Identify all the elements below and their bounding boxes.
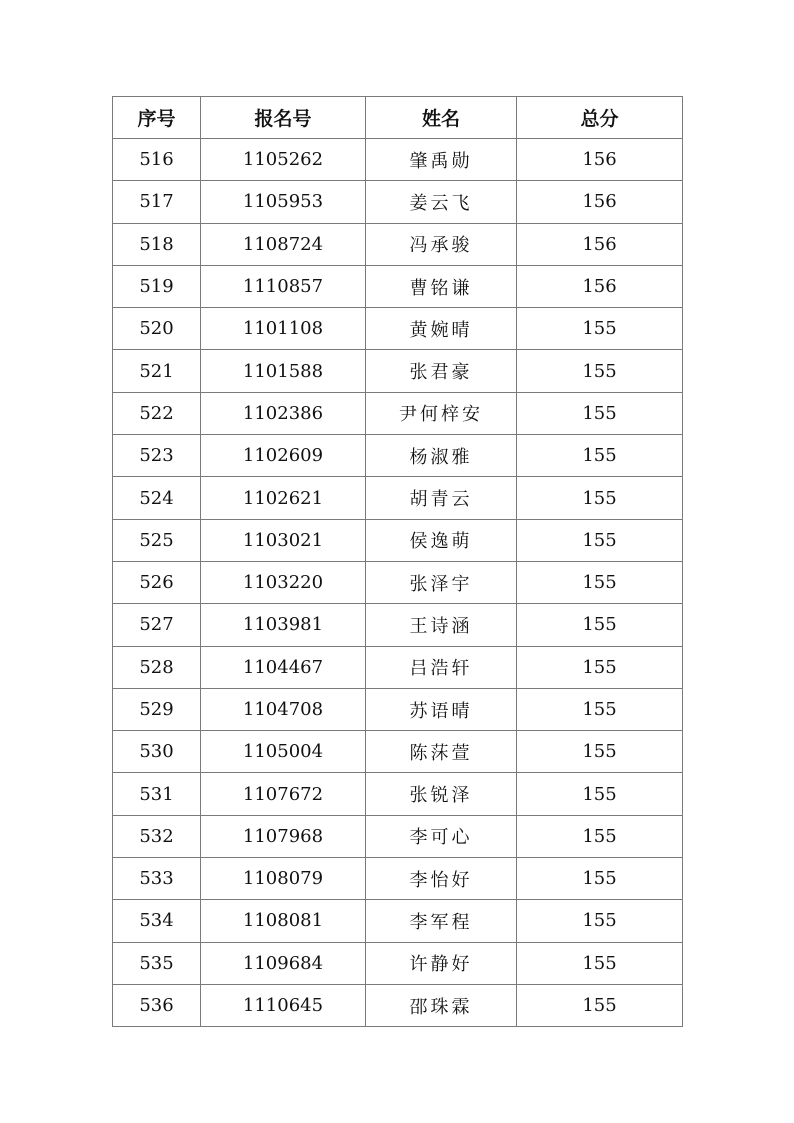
reg-no-cell: 1101588 — [201, 350, 366, 392]
name-cell: 李可心 — [366, 815, 517, 857]
score-cell: 156 — [517, 223, 683, 265]
reg-no-cell: 1110645 — [201, 984, 366, 1026]
name-cell: 尹何梓安 — [366, 392, 517, 434]
seq-cell: 532 — [113, 815, 201, 857]
score-cell: 156 — [517, 139, 683, 181]
table-row — [113, 519, 683, 561]
score-cell: 155 — [517, 561, 683, 603]
seq-cell: 516 — [113, 139, 201, 181]
header-reg-no: 报名号 — [201, 97, 366, 139]
seq-cell: 518 — [113, 223, 201, 265]
score-cell: 155 — [517, 900, 683, 942]
name-cell: 苏语晴 — [366, 688, 517, 730]
score-cell: 155 — [517, 773, 683, 815]
seq-cell: 521 — [113, 350, 201, 392]
reg-no-cell: 1108081 — [201, 900, 366, 942]
reg-no-cell: 1107968 — [201, 815, 366, 857]
name-cell: 黄婉晴 — [366, 308, 517, 350]
reg-no-cell: 1108724 — [201, 223, 366, 265]
table-row — [113, 773, 683, 815]
table-row — [113, 604, 683, 646]
score-cell: 155 — [517, 308, 683, 350]
name-cell: 张泽宇 — [366, 561, 517, 603]
score-cell: 156 — [517, 181, 683, 223]
score-cell: 155 — [517, 350, 683, 392]
seq-cell: 530 — [113, 731, 201, 773]
seq-cell: 528 — [113, 646, 201, 688]
table-row — [113, 435, 683, 477]
table-row — [113, 688, 683, 730]
table-row — [113, 477, 683, 519]
seq-cell: 531 — [113, 773, 201, 815]
name-cell: 胡青云 — [366, 477, 517, 519]
table-row — [113, 984, 683, 1026]
table-row — [113, 815, 683, 857]
score-cell: 155 — [517, 942, 683, 984]
name-cell: 张锐泽 — [366, 773, 517, 815]
name-cell: 侯逸萌 — [366, 519, 517, 561]
reg-no-cell: 1109684 — [201, 942, 366, 984]
name-cell: 许静好 — [366, 942, 517, 984]
table-row — [113, 392, 683, 434]
name-cell: 王诗涵 — [366, 604, 517, 646]
reg-no-cell: 1105262 — [201, 139, 366, 181]
seq-cell: 526 — [113, 561, 201, 603]
score-cell: 155 — [517, 858, 683, 900]
score-cell: 155 — [517, 435, 683, 477]
name-cell: 杨淑雅 — [366, 435, 517, 477]
name-cell: 李怡好 — [366, 858, 517, 900]
table-row — [113, 731, 683, 773]
table-row — [113, 900, 683, 942]
seq-cell: 527 — [113, 604, 201, 646]
reg-no-cell: 1102609 — [201, 435, 366, 477]
seq-cell: 523 — [113, 435, 201, 477]
table-row — [113, 181, 683, 223]
reg-no-cell: 1102621 — [201, 477, 366, 519]
table-header-row — [113, 97, 683, 139]
reg-no-cell: 1101108 — [201, 308, 366, 350]
header-name: 姓名 — [366, 97, 517, 139]
table-row — [113, 561, 683, 603]
reg-no-cell: 1103021 — [201, 519, 366, 561]
name-cell: 李军程 — [366, 900, 517, 942]
reg-no-cell: 1108079 — [201, 858, 366, 900]
header-total-score: 总分 — [517, 97, 683, 139]
score-cell: 155 — [517, 477, 683, 519]
name-cell: 陈莯萱 — [366, 731, 517, 773]
seq-cell: 525 — [113, 519, 201, 561]
score-cell: 155 — [517, 646, 683, 688]
reg-no-cell: 1103220 — [201, 561, 366, 603]
name-cell: 邵珠霖 — [366, 984, 517, 1026]
name-cell: 冯承骏 — [366, 223, 517, 265]
reg-no-cell: 1110857 — [201, 265, 366, 307]
score-cell: 155 — [517, 688, 683, 730]
seq-cell: 535 — [113, 942, 201, 984]
table-row — [113, 942, 683, 984]
seq-cell: 524 — [113, 477, 201, 519]
reg-no-cell: 1105953 — [201, 181, 366, 223]
seq-cell: 519 — [113, 265, 201, 307]
score-cell: 155 — [517, 519, 683, 561]
score-cell: 155 — [517, 392, 683, 434]
reg-no-cell: 1103981 — [201, 604, 366, 646]
score-cell: 155 — [517, 984, 683, 1026]
reg-no-cell: 1107672 — [201, 773, 366, 815]
table-row — [113, 646, 683, 688]
header-seq: 序号 — [113, 97, 201, 139]
name-cell: 曹铭谦 — [366, 265, 517, 307]
seq-cell: 533 — [113, 858, 201, 900]
reg-no-cell: 1105004 — [201, 731, 366, 773]
score-cell: 155 — [517, 604, 683, 646]
reg-no-cell: 1102386 — [201, 392, 366, 434]
reg-no-cell: 1104708 — [201, 688, 366, 730]
table-row — [113, 139, 683, 181]
seq-cell: 517 — [113, 181, 201, 223]
seq-cell: 522 — [113, 392, 201, 434]
name-cell: 姜云飞 — [366, 181, 517, 223]
seq-cell: 529 — [113, 688, 201, 730]
score-cell: 155 — [517, 815, 683, 857]
seq-cell: 520 — [113, 308, 201, 350]
name-cell: 张君豪 — [366, 350, 517, 392]
name-cell: 吕浩轩 — [366, 646, 517, 688]
table-row — [113, 350, 683, 392]
table-row — [113, 308, 683, 350]
name-cell: 肇禹勋 — [366, 139, 517, 181]
table-row — [113, 858, 683, 900]
table-row — [113, 223, 683, 265]
seq-cell: 536 — [113, 984, 201, 1026]
score-table — [112, 96, 683, 1027]
reg-no-cell: 1104467 — [201, 646, 366, 688]
seq-cell: 534 — [113, 900, 201, 942]
score-cell: 155 — [517, 731, 683, 773]
score-cell: 156 — [517, 265, 683, 307]
table-row — [113, 265, 683, 307]
